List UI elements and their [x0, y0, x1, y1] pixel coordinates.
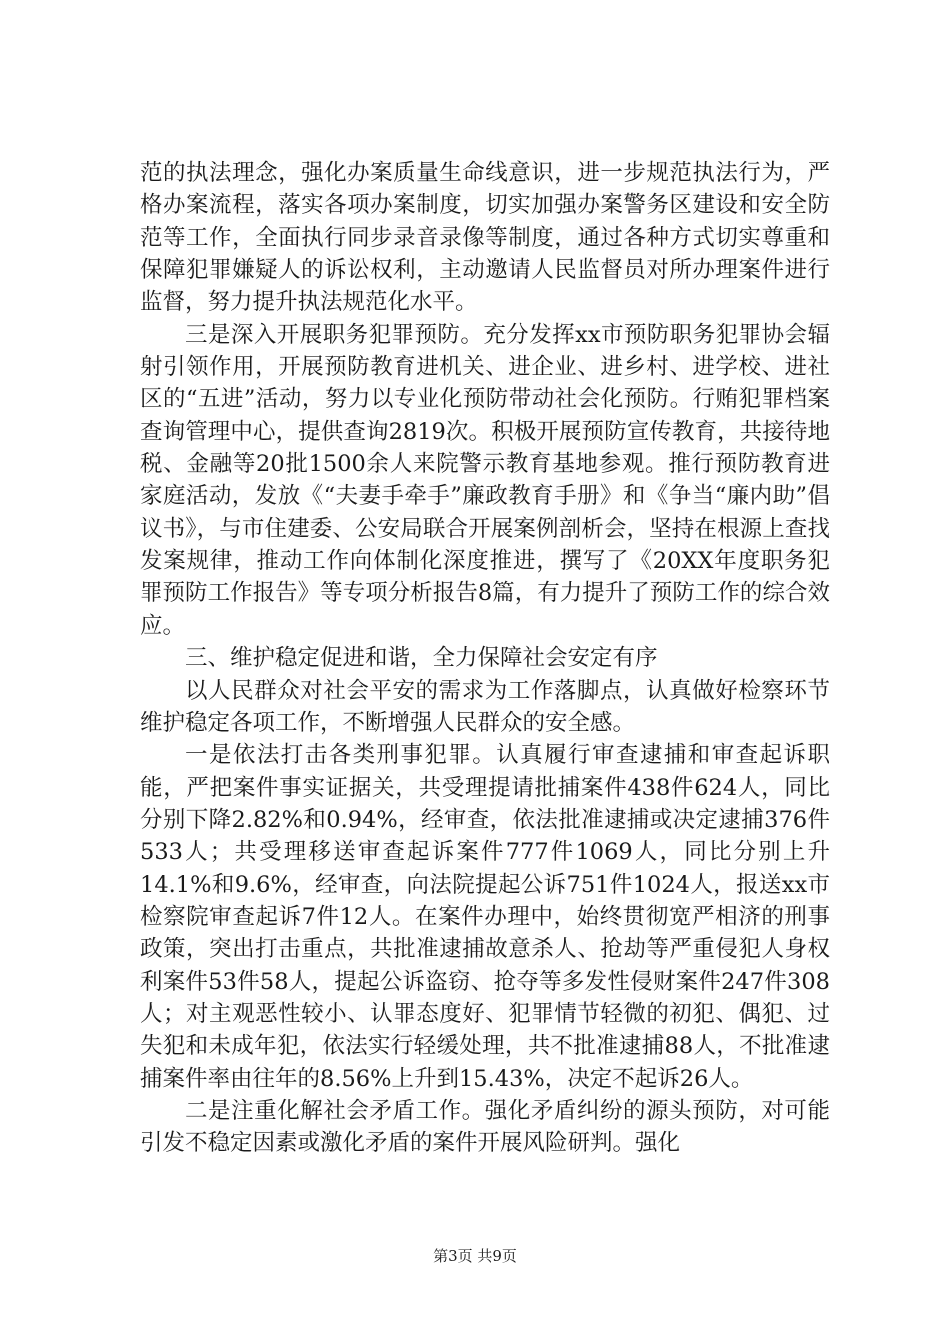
section-heading-stability: 三、维护稳定促进和谐，全力保障社会安定有序 — [185, 645, 658, 672]
document-body — [140, 157, 830, 1160]
paragraph-stability-intro: 以人民群众对社会平安的需求为工作落脚点，认真做好检察环节维护稳定各项工作，不断增强人民群众的安全感。 — [140, 677, 830, 736]
page-number-footer: 第3页 共9页 — [433, 1247, 517, 1265]
paragraph-criminal-crackdown: 一是依法打击各类刑事犯罪。认真履行审查逮捕和审查起诉职能，严把案件事实证据关，共受理提请批捕案件438件624人，同比分别下降2.82%和0.94%，经审查，依法批准逮捕或决定逮捕376件533人；共受理移送审查起诉案件777件1069人，同比分别上升14.1%和9.6%，经审查，向法院提起公诉751件1024人，报送xx市检察院审查起诉7件12人。在案件办理中，始终贯彻宽严相济的刑事政策，突出打击重点，共批准逮捕故意杀人、抢劫等严重侵犯人身权利案件53件58人，提起公诉盗窃、抢夺等多发性侵财案件247件308人；对主观恶性较小、认罪态度好、犯罪情节轻微的初犯、偶犯、过失犯和未成年犯，依法实行轻缓处理，共不批准逮捕88人，不批准逮捕案件率由往年的8.56%上升到15.43%，决定不起诉26人。 — [140, 742, 830, 1092]
paragraph-continuation: 范的执法理念，强化办案质量生命线意识，进一步规范执法行为，严格办案流程，落实各项办案制度，切实加强办案警务区建设和安全防范等工作，全面执行同步录音录像等制度，通过各种方式切实尊重和保障犯罪嫌疑人的诉讼权利，主动邀请人民监督员对所办理案件进行监督，努力提升执法规范化水平。 — [140, 160, 830, 316]
paragraph-crime-prevention: 三是深入开展职务犯罪预防。充分发挥xx市预防职务犯罪协会辐射引领作用，开展预防教育进机关、进企业、进乡村、进学校、进社区的“五进”活动，努力以专业化预防带动社会化预防。行贿犯罪档案查询管理中心，提供查询2819次。积极开展预防宣传教育，共接待地税、金融等20批1500余人来院警示教育基地参观。推行预防教育进家庭活动，发放《“夫妻手牵手”廉政教育手册》和《争当“廉内助”倡议书》，与市住建委、公安局联合开展案例剖析会，坚持在根源上查找发案规律，推动工作向体制化深度推进，撰写了《20XX年度职务犯罪预防工作报告》等专项分析报告8篇，有力提升了预防工作的综合效应。 — [140, 321, 830, 639]
paragraph-conflict-resolution: 二是注重化解社会矛盾工作。强化矛盾纠纷的源头预防，对可能引发不稳定因素或激化矛盾的案件开展风险研判。强化 — [140, 1097, 830, 1157]
